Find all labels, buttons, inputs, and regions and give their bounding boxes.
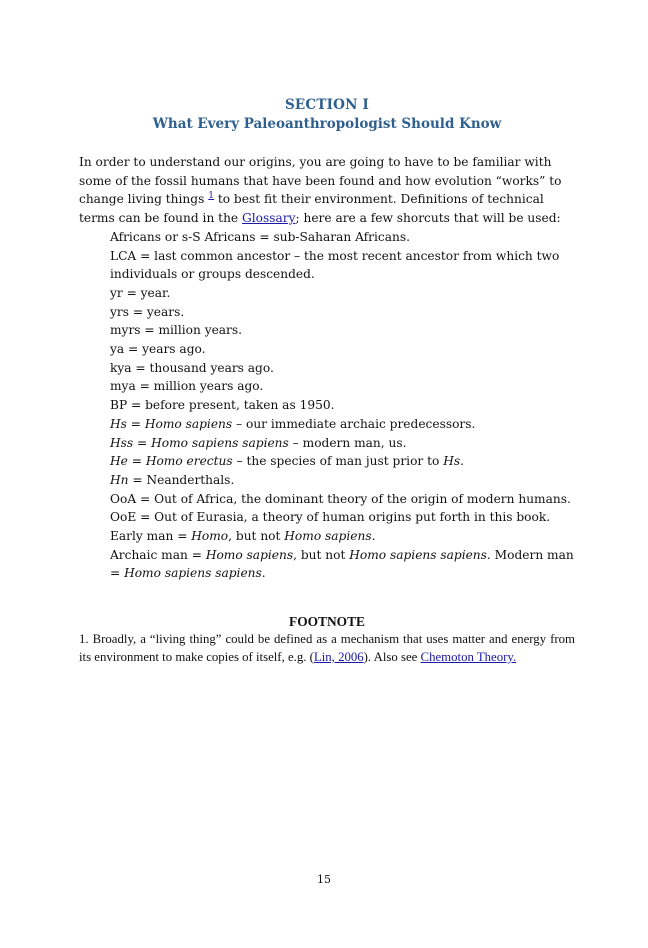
- intro-text-2: to best fit their environment. Definitions of technical terms can be found in the: [79, 192, 544, 226]
- definition-text: yrs = years.: [110, 304, 185, 319]
- intro-text-1: In order to understand our origins, you are going to have to be familiar with some of the fossil humans that have been found and how evolution “works” to change living things: [79, 155, 562, 207]
- definition-text: .: [460, 454, 464, 469]
- definition-text: OoE = Out of Eurasia, a theory of human origins put forth in this book.: [110, 510, 551, 525]
- footnote-heading: FOOTNOTE: [289, 614, 365, 630]
- definition-abbr: He: [110, 454, 128, 469]
- list-item: [79, 359, 575, 378]
- list-item: [79, 377, 575, 396]
- definition-text: BP = before present, taken as 1950.: [110, 398, 335, 413]
- definitions-list: [79, 228, 575, 583]
- list-item: [79, 527, 575, 546]
- definition-eq: =: [126, 416, 145, 431]
- definition-term: Homo: [191, 529, 229, 544]
- list-item: [79, 340, 575, 359]
- list-item: [79, 247, 575, 284]
- section-label: SECTION I: [284, 97, 370, 113]
- lin-2006-link[interactable]: Lin, 2006: [313, 649, 364, 664]
- list-item: [79, 508, 575, 527]
- page-number: 15: [317, 873, 331, 886]
- definition-text: .: [261, 566, 266, 581]
- definition-text: .: [371, 529, 376, 544]
- list-item: [79, 303, 575, 322]
- definition-text: , but not: [293, 547, 350, 562]
- list-item: [79, 490, 575, 509]
- definition-text: mya = million years ago.: [110, 379, 264, 394]
- footnote-text-1: 1. Broadly, a “living thing” could be defined as a mechanism that uses matter and energy from its environment to make copies of itself, e.g. (: [79, 632, 575, 664]
- glossary-link[interactable]: Glossary: [242, 211, 296, 226]
- definition-term: Homo sapiens: [284, 529, 372, 544]
- definition-text: . Modern man =: [110, 547, 574, 581]
- definition-abbr: Hss: [110, 435, 134, 450]
- footnote-ref-link[interactable]: 1: [208, 191, 214, 202]
- definition-abbr: Hn: [110, 472, 129, 487]
- intro-text-3: ; here are a few shorcuts that will be used:: [295, 211, 561, 226]
- definition-text: Early man =: [110, 529, 192, 544]
- list-item: [79, 228, 575, 247]
- definition-term: Homo sapiens sapiens: [124, 566, 262, 581]
- footnote-text: [79, 631, 575, 666]
- definition-term: Homo sapiens sapiens: [349, 547, 487, 562]
- definition-term: Homo sapiens: [205, 547, 294, 562]
- definition-text: kya = thousand years ago.: [110, 360, 274, 375]
- definition-term: Homo erectus: [145, 454, 233, 469]
- list-item: [79, 321, 575, 340]
- chemoton-theory-link[interactable]: Chemoton Theory.: [420, 649, 517, 664]
- definition-text: OoA = Out of Africa, the dominant theory of the origin of modern humans.: [110, 491, 571, 506]
- definition-text: = Neanderthals.: [128, 472, 235, 487]
- definition-text: – our immediate archaic predecessors.: [232, 416, 476, 431]
- definition-text: – the species of man just prior to: [232, 454, 444, 469]
- definition-text: myrs = million years.: [110, 323, 243, 338]
- definition-text: LCA = last common ancestor – the most recent ancestor from which two individuals or groups descended.: [110, 248, 560, 282]
- section-title: What Every Paleoanthropologist Should Know: [152, 116, 502, 132]
- definition-text: ya = years ago.: [110, 342, 206, 357]
- definition-eq: =: [133, 435, 152, 450]
- definition-eq: =: [127, 454, 146, 469]
- intro-paragraph: [79, 153, 575, 228]
- list-item: [79, 415, 575, 434]
- definition-text: , but not: [228, 529, 285, 544]
- list-item: [79, 284, 575, 303]
- definition-term: Homo sapiens sapiens: [151, 435, 289, 450]
- definition-term: Homo sapiens: [144, 416, 233, 431]
- definition-abbr: Hs: [110, 416, 127, 431]
- list-item: [79, 434, 575, 453]
- list-item: [79, 546, 575, 583]
- definition-text: Africans or s-S Africans = sub-Saharan Africans.: [110, 229, 410, 244]
- list-item: [79, 396, 575, 415]
- definition-term: Hs: [443, 454, 461, 469]
- definition-text: Archaic man =: [110, 547, 206, 562]
- list-item: [79, 452, 575, 471]
- footnote-text-2: ). Also see: [363, 649, 421, 664]
- definition-text: yr = year.: [110, 285, 171, 300]
- definition-text: – modern man, us.: [288, 435, 407, 450]
- list-item: [79, 471, 575, 490]
